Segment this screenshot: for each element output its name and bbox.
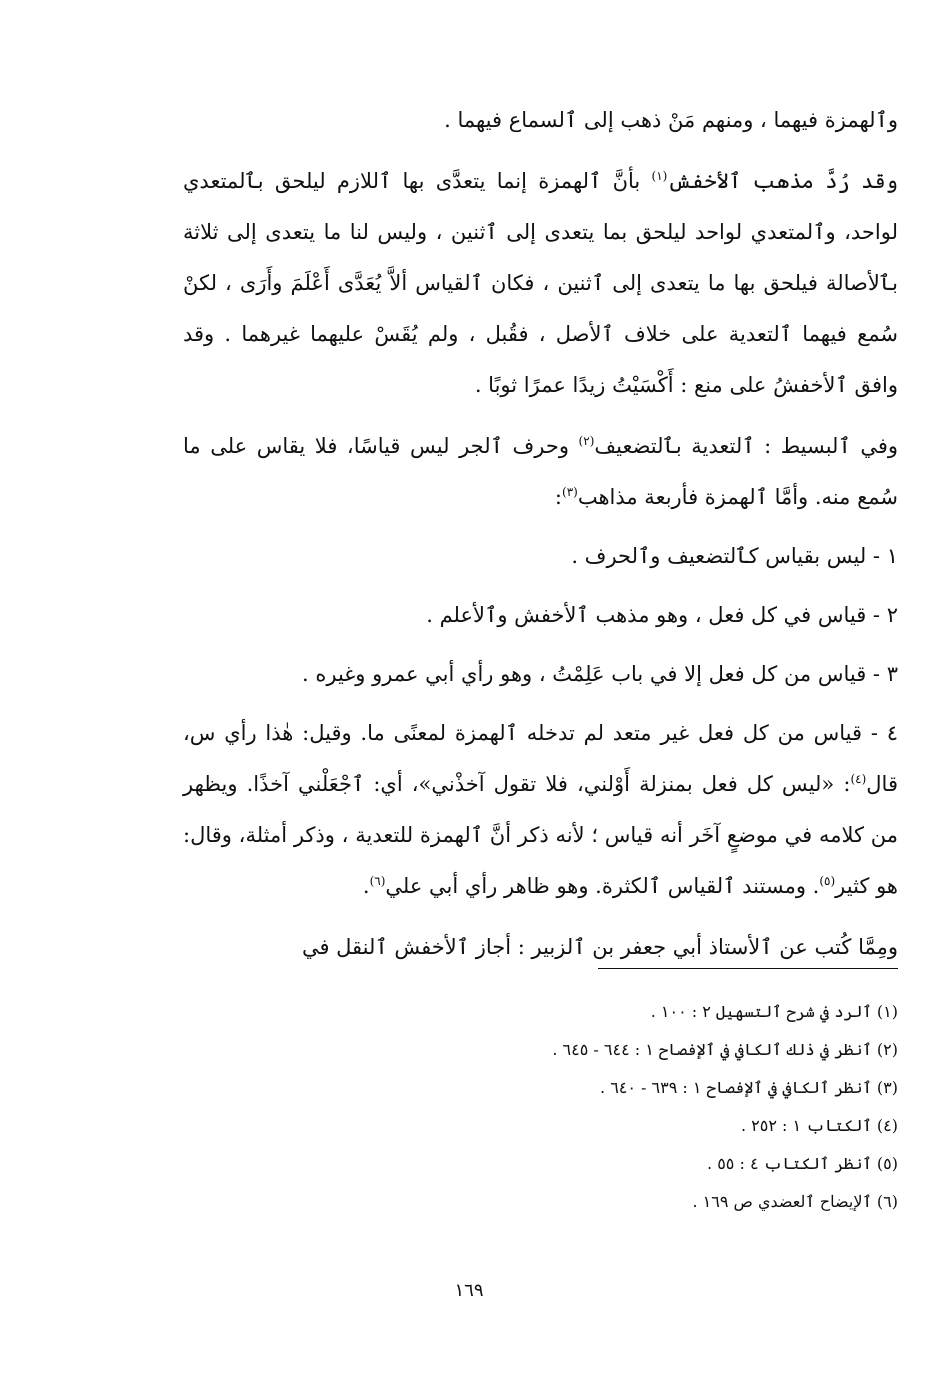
paragraph-3-end: : (554, 485, 562, 509)
list-item-1: ١ - ليس بقياس كٱلتضعيف وٱلحرف . (571, 544, 898, 568)
footnote-ref-6: (٦) (369, 874, 386, 888)
list-item-4-middle-1: : «ليس كل فعل بمنزلة أَوْلني، فلا تقول آخذْني»، أي: ٱجْعَلْني آخذًا. ويظهر من كلامه في موضعٍ آخَر أنه قياس ؛ لأنه ذكر أنَّ ٱلهمزة للتعدية ، وذكر أمثلة، وقال: هو كثير (183, 772, 898, 898)
paragraph-2-start: وقد رُدَّ مذهب ٱلأخفش (667, 169, 898, 193)
paragraph-1: وٱلهمزة فيهما ، ومنهم مَنْ ذهب إلى ٱلسماع فيهما . (444, 108, 898, 132)
list-item-2: ٢ - قياس في كل فعل ، وهو مذهب ٱلأخفش وٱلأعلم . (426, 603, 898, 627)
list-item-4 (183, 708, 898, 912)
list-item-4-start: ٤ - قياس من كل فعل غير متعد لم تدخله ٱلهمزة لمعنًى ما. وقيل: هٰذا رأي س، قال (183, 721, 898, 796)
page-number: ١٦٩ (454, 1280, 484, 1301)
footnote-3: (٣) ٱنظر ٱلكافي في ٱلإفصاح ١ : ٦٣٩ - ٦٤٠ . (600, 1078, 898, 1097)
list-item-3: ٣ - قياس من كل فعل إلا في باب عَلِمْتُ ، وهو رأي أبي عمرو وغيره . (302, 662, 898, 686)
footnote-6: (٦) ٱلإيضاح ٱلعضدي ص ١٦٩ . (692, 1192, 898, 1211)
footnotes (200, 993, 898, 1221)
list-item-4-end: . (362, 874, 370, 898)
footnote-ref-1: (١) (651, 169, 668, 183)
footnote-ref-4: (٤) (850, 772, 867, 786)
list-item-4-middle-2: . ومستند ٱلقياس ٱلكثرة. وهو ظاهر رأي أبي علي (385, 874, 820, 898)
paragraph-2-rest: بأنَّ ٱلهمزة إنما يتعدَّى بها ٱللازم ليلحق بٱلمتعدي لواحد، وٱلمتعدي لواحد ليلحق بما يتعدى إلى ٱثنين ، وليس لنا ما يتعدى إلى ثلاثة بٱلأصالة فيلحق بها ما يتعدى إلى ٱثنين ، فكان ٱلقياس ألاَّ يُعَدَّى أَعْلَمَ وأَرَى ، لكنْ سُمع فيهما ٱلتعدية على خلاف ٱلأصل ، فقُبل ، ولم يُقَسْ عليهما غيرهما . وقد وافق ٱلأخفشُ على منع : أَكْسَيْتُ زيدًا عمرًا ثوبًا . (183, 169, 898, 397)
paragraph-3-middle: وحرف ٱلجر ليس قياسًا، فلا يقاس على ما سُمع منه. وأمَّا ٱلهمزة فأربعة مذاهب (183, 434, 898, 509)
footnote-1: (١) ٱلرد في شرح ٱلتسهيل ٢ : ١٠٠ . (650, 1002, 898, 1021)
paragraph-3-start: وفي ٱلبسيط : ٱلتعدية بٱلتضعيف (594, 434, 899, 458)
footnote-ref-5: (٥) (819, 874, 836, 888)
footnote-2: (٢) ٱنظر في ذٰلك ٱلكافي في ٱلإفصاح ١ : ٦٤٤ - ٦٤٥ . (552, 1040, 898, 1059)
footnote-ref-2: (٢) (578, 434, 595, 448)
main-text (183, 95, 898, 973)
footnote-separator (598, 968, 898, 969)
footnote-5: (٥) ٱنظر ٱلكتاب ٤ : ٥٥ . (707, 1154, 898, 1173)
paragraph-4: ومِمَّا كُتب عن ٱلأستاذ أبي جعفر بن ٱلزبير : أجاز ٱلأخفش ٱلنقل في (301, 935, 898, 959)
paragraph-2 (183, 156, 898, 411)
footnote-4: (٤) ٱلكتاب ١ : ٢٥٢ . (741, 1116, 898, 1135)
paragraph-3 (183, 421, 898, 523)
footnote-ref-3: (٣) (562, 485, 578, 499)
